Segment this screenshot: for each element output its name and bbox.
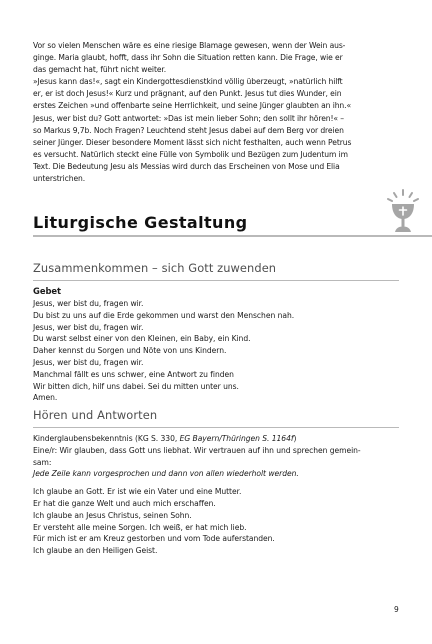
intro-line: erstes Zeichen »und offenbarte seine Herrlichkeit, und seine Jünger glaubten an ihn.«: [33, 101, 351, 111]
intro-line: ginge. Maria glaubt, hofft, dass ihr Sohn die Situation retten kann. Die Frage, wie er: [33, 53, 343, 63]
creed-line: Ich glaube an Gott. Er ist wie ein Vater und eine Mutter.: [33, 487, 242, 497]
creed-title: [33, 433, 405, 445]
prayer-line: Manchmal fällt es uns schwer, eine Antwort zu finden: [33, 369, 234, 379]
section-header: [33, 213, 432, 237]
intro-line: Text. Die Bedeutung Jesu als Messias wird durch das Erscheinen von Mose und Elia: [33, 161, 340, 171]
page-number: 9: [394, 605, 399, 614]
creed-title-end: ): [293, 434, 297, 443]
intro-line: das gemacht hat, führt nicht weiter.: [33, 65, 167, 75]
creed-line: Ich glaube an den Heiligen Geist.: [33, 546, 158, 556]
subheading-divider: [33, 280, 399, 281]
intro-line: es versucht. Natürlich steckt eine Fülle von Symbolik und Bezügen zum Judentum im: [33, 149, 348, 159]
intro-line: seiner Jünger. Dieser besondere Moment lässt sich nicht festhalten, auch wenn Petrus: [33, 137, 352, 147]
intro-line: so Markus 9,7b. Noch Fragen? Leuchtend steht Jesus dabei auf dem Berg vor dreien: [33, 125, 344, 135]
subheading-gathering: Zusammenkommen – sich Gott zuwenden: [33, 261, 277, 275]
intro-line: Vor so vielen Menschen wäre es eine riesige Blamage gewesen, wenn der Wein aus-: [33, 41, 346, 50]
creed-line: Ich glaube an Jesus Christus, seinen Sohn.: [33, 510, 192, 520]
intro-text: [33, 40, 403, 185]
subheading-listening: Hören und Antworten: [33, 408, 158, 422]
prayer-line: Jesus, wer bist du, fragen wir.: [33, 357, 144, 367]
intro-line: unterstrichen.: [33, 174, 86, 184]
creed-title-reference: EG Bayern/Thüringen S. 1164f: [179, 434, 294, 443]
prayer-line: Jesus, wer bist du, fragen wir.: [33, 322, 144, 332]
prayer-line: Du warst selbst einer von den Kleinen, ein Baby, ein Kind.: [33, 334, 251, 344]
intro-line: Jesus, wer bist du? Gott antwortet: »Das ist mein lieber Sohn; den sollt ihr hören!« –: [33, 113, 344, 123]
prayer-label: Gebet: [33, 286, 61, 296]
creed-note: Jede Zeile kann vorgesprochen und dann von allen wiederholt werden.: [33, 469, 299, 479]
prayer-line: Wir bitten dich, hilf uns dabei. Sei du mitten unter uns.: [33, 381, 239, 391]
prayer-line: Du bist zu uns auf die Erde gekommen und warst den Menschen nah.: [33, 310, 295, 320]
intro-line: er, er ist doch Jesus!« Kurz und prägnant, auf den Punkt. Jesus tut dies Wunder, ein: [33, 89, 342, 99]
creed-line: Er versteht alle meine Sorgen. Ich weiß, er hat mich lieb.: [33, 522, 247, 532]
creed-intro-line: Eine/r: Wir glauben, dass Gott uns liebhat. Wir vertrauen auf ihn und sprechen gemein-: [33, 445, 361, 455]
prayer-block: [33, 285, 405, 404]
creed-intro-line: sam:: [33, 457, 52, 467]
prayer-line: Amen.: [33, 393, 58, 403]
creed-line: Für mich ist er am Kreuz gestorben und vom Tode auferstanden.: [33, 534, 275, 544]
prayer-line: Jesus, wer bist du, fragen wir.: [33, 299, 144, 308]
prayer-line: Daher kennst du Sorgen und Nöte von uns Kindern.: [33, 346, 227, 356]
subheading-divider: [33, 427, 399, 428]
creed-block: [33, 433, 405, 557]
section-divider: [33, 235, 432, 237]
creed-line: Er hat die ganze Welt und auch mich erschaffen.: [33, 498, 216, 508]
creed-title-text: Kinderglaubensbekenntnis (KG S. 330,: [33, 434, 180, 443]
intro-line: »Jesus kann das!«, sagt ein Kindergottesdienstkind völlig überzeugt, »natürlich hilft: [33, 77, 343, 87]
section-title: Liturgische Gestaltung: [33, 213, 248, 232]
